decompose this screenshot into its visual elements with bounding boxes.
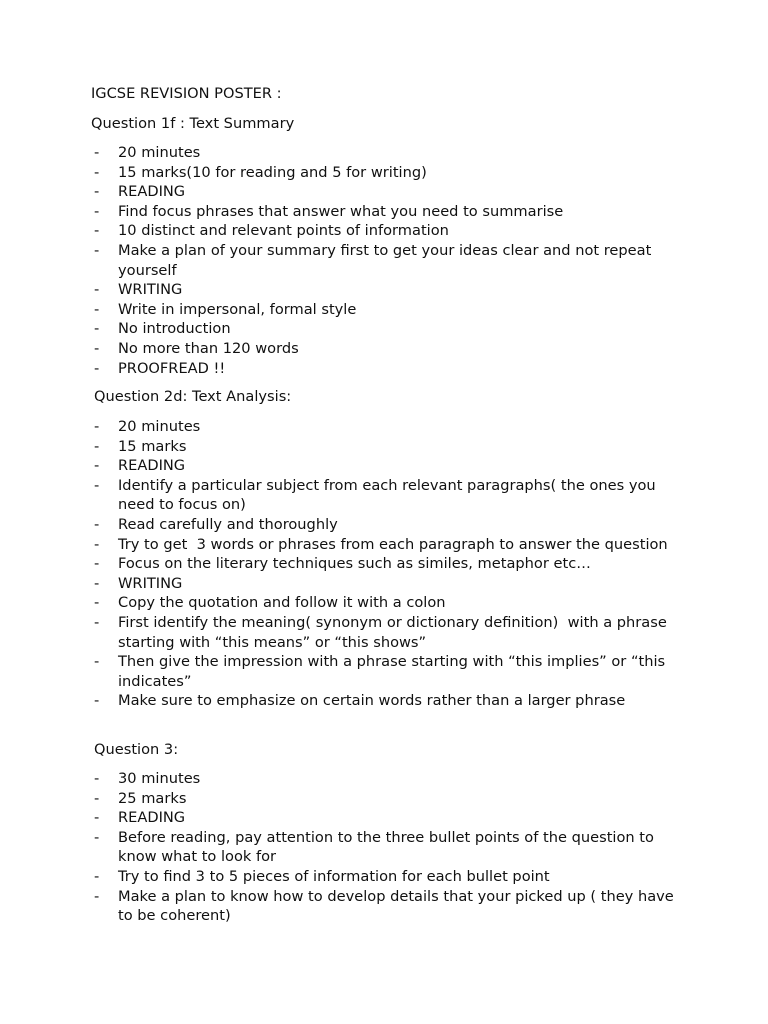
list-item xyxy=(91,182,691,202)
list-item-text: Copy the quotation and follow it with a colon xyxy=(118,594,446,612)
bullet-dash: - xyxy=(94,359,100,377)
list-item-text: 10 distinct and relevant points of information xyxy=(118,222,449,240)
list-item-text: 25 marks xyxy=(118,789,187,807)
list-item-text: Write in impersonal, formal style xyxy=(118,300,357,318)
list-item-text: READING xyxy=(118,457,186,475)
list-item xyxy=(91,535,691,555)
bullet-dash: - xyxy=(94,867,100,885)
list-item-text: Identify a particular subject from each relevant paragraphs( the ones you need to focus on) xyxy=(118,476,661,514)
bullet-dash: - xyxy=(94,222,100,240)
list-item xyxy=(91,691,691,711)
bullet-dash: - xyxy=(94,887,100,905)
bullet-dash: - xyxy=(94,241,100,259)
section-heading-question-3: Question 3: xyxy=(94,741,179,758)
list-item-text: No introduction xyxy=(118,320,231,338)
list-item-text: Read carefully and thoroughly xyxy=(118,515,338,533)
bullet-dash: - xyxy=(94,202,100,220)
bullet-dash: - xyxy=(94,692,100,710)
list-item xyxy=(91,574,691,594)
list-item xyxy=(91,280,691,300)
list-item-text: 20 minutes xyxy=(118,418,201,435)
bullet-dash: - xyxy=(94,418,100,435)
list-item xyxy=(91,789,691,809)
list-item-text: 20 minutes xyxy=(118,144,201,161)
list-item xyxy=(91,593,691,613)
bullet-dash: - xyxy=(94,770,100,787)
list-item-text: Find focus phrases that answer what you need to summarise xyxy=(118,202,564,220)
list-item xyxy=(91,339,691,359)
bullet-dash: - xyxy=(94,183,100,201)
list-item-text: 15 marks(10 for reading and 5 for writing) xyxy=(118,163,427,181)
list-item xyxy=(91,554,691,574)
section-list-question-1f xyxy=(91,143,691,378)
section-list-question-2d xyxy=(91,417,691,711)
bullet-dash: - xyxy=(94,437,100,455)
list-item xyxy=(91,476,691,515)
list-item xyxy=(91,163,691,183)
list-item-text: WRITING xyxy=(118,574,183,592)
list-item xyxy=(91,143,691,163)
list-item-text: First identify the meaning( synonym or dictionary definition) with a phrase starting with “this means” or “this shows” xyxy=(118,613,672,651)
bullet-dash: - xyxy=(94,163,100,181)
list-item xyxy=(91,769,691,789)
list-item xyxy=(91,221,691,241)
document-title: IGCSE REVISION POSTER : xyxy=(91,85,282,102)
bullet-dash: - xyxy=(94,281,100,299)
list-item-text: Focus on the literary techniques such as similes, metaphor etc… xyxy=(118,555,591,573)
list-item xyxy=(91,828,691,867)
bullet-dash: - xyxy=(94,515,100,533)
bullet-dash: - xyxy=(94,320,100,338)
list-item xyxy=(91,241,691,280)
list-item-text: WRITING xyxy=(118,281,183,299)
list-item-text: PROOFREAD !! xyxy=(118,359,226,377)
list-item xyxy=(91,300,691,320)
list-item xyxy=(91,808,691,828)
list-item-text: Try to get 3 words or phrases from each paragraph to answer the question xyxy=(118,535,668,553)
list-item-text: READING xyxy=(118,183,186,201)
list-item-text: Make sure to emphasize on certain words rather than a larger phrase xyxy=(118,692,626,710)
list-item-text: Make a plan to know how to develop details that your picked up ( they have to be coherent) xyxy=(118,887,679,925)
bullet-dash: - xyxy=(94,300,100,318)
list-item-text: Before reading, pay attention to the three bullet points of the question to know what to look for xyxy=(118,828,659,866)
list-item xyxy=(91,515,691,535)
bullet-dash: - xyxy=(94,594,100,612)
bullet-dash: - xyxy=(94,828,100,846)
list-item-text: Try to find 3 to 5 pieces of information for each bullet point xyxy=(118,867,550,885)
list-item xyxy=(91,652,691,691)
bullet-dash: - xyxy=(94,144,100,161)
list-item-text: Then give the impression with a phrase starting with “this implies” or “this indicates” xyxy=(118,653,670,690)
list-item-text: No more than 120 words xyxy=(118,339,299,357)
list-item xyxy=(91,613,691,652)
bullet-dash: - xyxy=(94,339,100,357)
section-list-question-3 xyxy=(91,769,691,926)
list-item xyxy=(91,887,691,926)
list-item-text: Make a plan of your summary first to get your ideas clear and not repeat yourself xyxy=(118,241,656,279)
list-item xyxy=(91,867,691,887)
bullet-dash: - xyxy=(94,789,100,807)
bullet-dash: - xyxy=(94,613,100,631)
bullet-dash: - xyxy=(94,535,100,553)
bullet-dash: - xyxy=(94,555,100,573)
section-heading-question-2d: Question 2d: Text Analysis: xyxy=(94,388,292,405)
section-heading-question-1f: Question 1f : Text Summary xyxy=(91,115,295,132)
list-item xyxy=(91,456,691,476)
bullet-dash: - xyxy=(94,653,100,671)
bullet-dash: - xyxy=(94,574,100,592)
list-item-text: 15 marks xyxy=(118,437,187,455)
bullet-dash: - xyxy=(94,809,100,827)
list-item-text: READING xyxy=(118,809,186,827)
list-item xyxy=(91,359,691,379)
list-item xyxy=(91,437,691,457)
list-item xyxy=(91,417,691,437)
list-item xyxy=(91,202,691,222)
bullet-dash: - xyxy=(94,476,100,494)
bullet-dash: - xyxy=(94,457,100,475)
list-item xyxy=(91,319,691,339)
list-item-text: 30 minutes xyxy=(118,770,201,787)
